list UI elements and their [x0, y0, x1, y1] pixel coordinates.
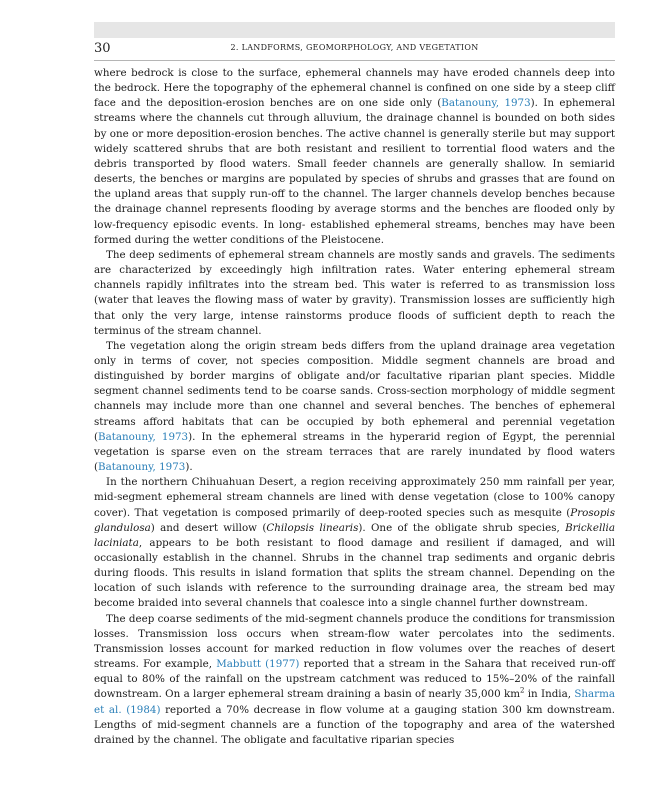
text-run: ). — [185, 461, 193, 474]
paragraph-2 — [94, 248, 615, 339]
page-number: 30 — [94, 41, 111, 56]
species-name: Prosopis glandulosa — [94, 506, 615, 534]
chapter-title: 2. LANDFORMS, GEOMORPHOLOGY, AND VEGETATION — [230, 43, 479, 52]
species-name: Brickellia laciniata — [94, 521, 615, 549]
text-run: ). One of the obligate shrub species, — [358, 521, 566, 534]
superscript: 2 — [519, 686, 525, 695]
citation-link[interactable]: Batanouny, 1973 — [98, 461, 186, 474]
paragraph-1 — [94, 66, 615, 248]
citation-link[interactable]: Batanouny, 1973 — [98, 430, 189, 443]
body-text — [94, 66, 615, 748]
paragraph-5 — [94, 612, 615, 748]
species-name: Chilopsis linearis — [266, 521, 359, 534]
paragraph-3 — [94, 339, 615, 475]
running-head — [94, 40, 615, 61]
text-run: in India, — [524, 688, 575, 701]
text-run: The deep sediments of ephemeral stream channels are mostly sands and gravels. The sediments are characterized by exceedingly high infiltration rates. Water entering ephemeral stream channels rapidly infiltrates into the stream bed. This water is referred to as transmission loss (water that leaves the flowing mass of water by gravity). Transmission losses are sufficiently high that only the very large, intense rainstorms produce floods of sufficient depth to reach the terminus of the stream channel. — [94, 248, 615, 337]
text-run: , appears to be both resistant to flood damage and resilient if damaged, and will occasionally establish in the channel. Shrubs in the channel trap sediments and organic debris during floods. This results in island formation that splits the stream channel. Depending on the location of such islands with reference to the surrounding drainage area, the stream bed may become braided into several channels that coalesce into a single channel further downstream. — [94, 536, 615, 610]
text-run: reported a 70% decrease in flow volume at a gauging station 300 km downstream. Lengths of mid-segment channels are a function of the topography and area of the watershed drained by the channel. The obligate and facultative riparian species — [94, 703, 615, 746]
text-run: The deep coarse sediments of the mid-segment channels produce the conditions for transmission losses. Transmission loss occurs when stream-flow water percolates into the sediments. Transmission losses account for marked reduction in flow volumes over the reaches of desert streams. For example, — [94, 612, 615, 671]
header-band — [94, 22, 615, 38]
citation-link[interactable]: Mabbutt (1977) — [216, 658, 300, 671]
text-run: The vegetation along the origin stream beds differs from the upland drainage area vegetation only in terms of cover, not species composition. Middle segment channels are broad and distinguished by border margins of obligate and/or facultative riparian plant species. Middle segment channel sediments tend to be coarse sands. Cross-section morphology of middle segment channels may include more than one channel and several benches. The benches of ephemeral streams afford habitats that can be occupied by both ephemeral and perennial vegetation ( — [94, 339, 615, 443]
text-run: ). In ephemeral streams where the channels cut through alluvium, the drainage channel is bounded on both sides by one or more deposition-erosion benches. The active channel is generally sterile but may support widely scattered shrubs that are both resistant and resilient to torrential flood waters and the debris transported by flood waters. Small feeder channels are generally shallow. In semiarid deserts, the benches or margins are populated by species of shrubs and grasses that are found on the upland areas that supply run-off to the channel. The larger channels develop benches because the drainage channel represents flooding by average storms and the benches are flooded only by low-frequency episodic events. In long- established ephemeral streams, benches may have been formed during the wetter conditions of the Pleistocene. — [94, 97, 615, 246]
citation-link[interactable]: Sharma et al. (1984) — [94, 688, 615, 716]
text-run: reported that a stream in the Sahara that received run-off equal to 80% of the rainfall on the upstream catchment was reduced to 15%–20% of the rainfall downstream. On a larger ephemeral stream draining a basin of nearly 35,000 km — [94, 658, 615, 701]
text-run: In the northern Chihuahuan Desert, a region receiving approximately 250 mm rainfall per year, mid-segment ephemeral stream channels are lined with dense vegetation (close to 100% canopy cover). That vegetation is composed primarily of deep-rooted species such as mesquite ( — [94, 476, 615, 519]
text-run: where bedrock is close to the surface, ephemeral channels may have eroded channels deep into the bedrock. Here the topography of the ephemeral channel is confined on one side by a steep cliff face and the deposition-erosion benches are on one side only ( — [94, 67, 615, 110]
paragraph-4 — [94, 475, 615, 611]
citation-link[interactable]: Batanouny, 1973 — [441, 97, 531, 110]
text-run: ) and desert willow ( — [150, 521, 267, 534]
text-run: ). In the ephemeral streams in the hyperarid region of Egypt, the perennial vegetation is sparse even on the stream terraces that are rarely inundated by flood waters ( — [94, 430, 616, 474]
